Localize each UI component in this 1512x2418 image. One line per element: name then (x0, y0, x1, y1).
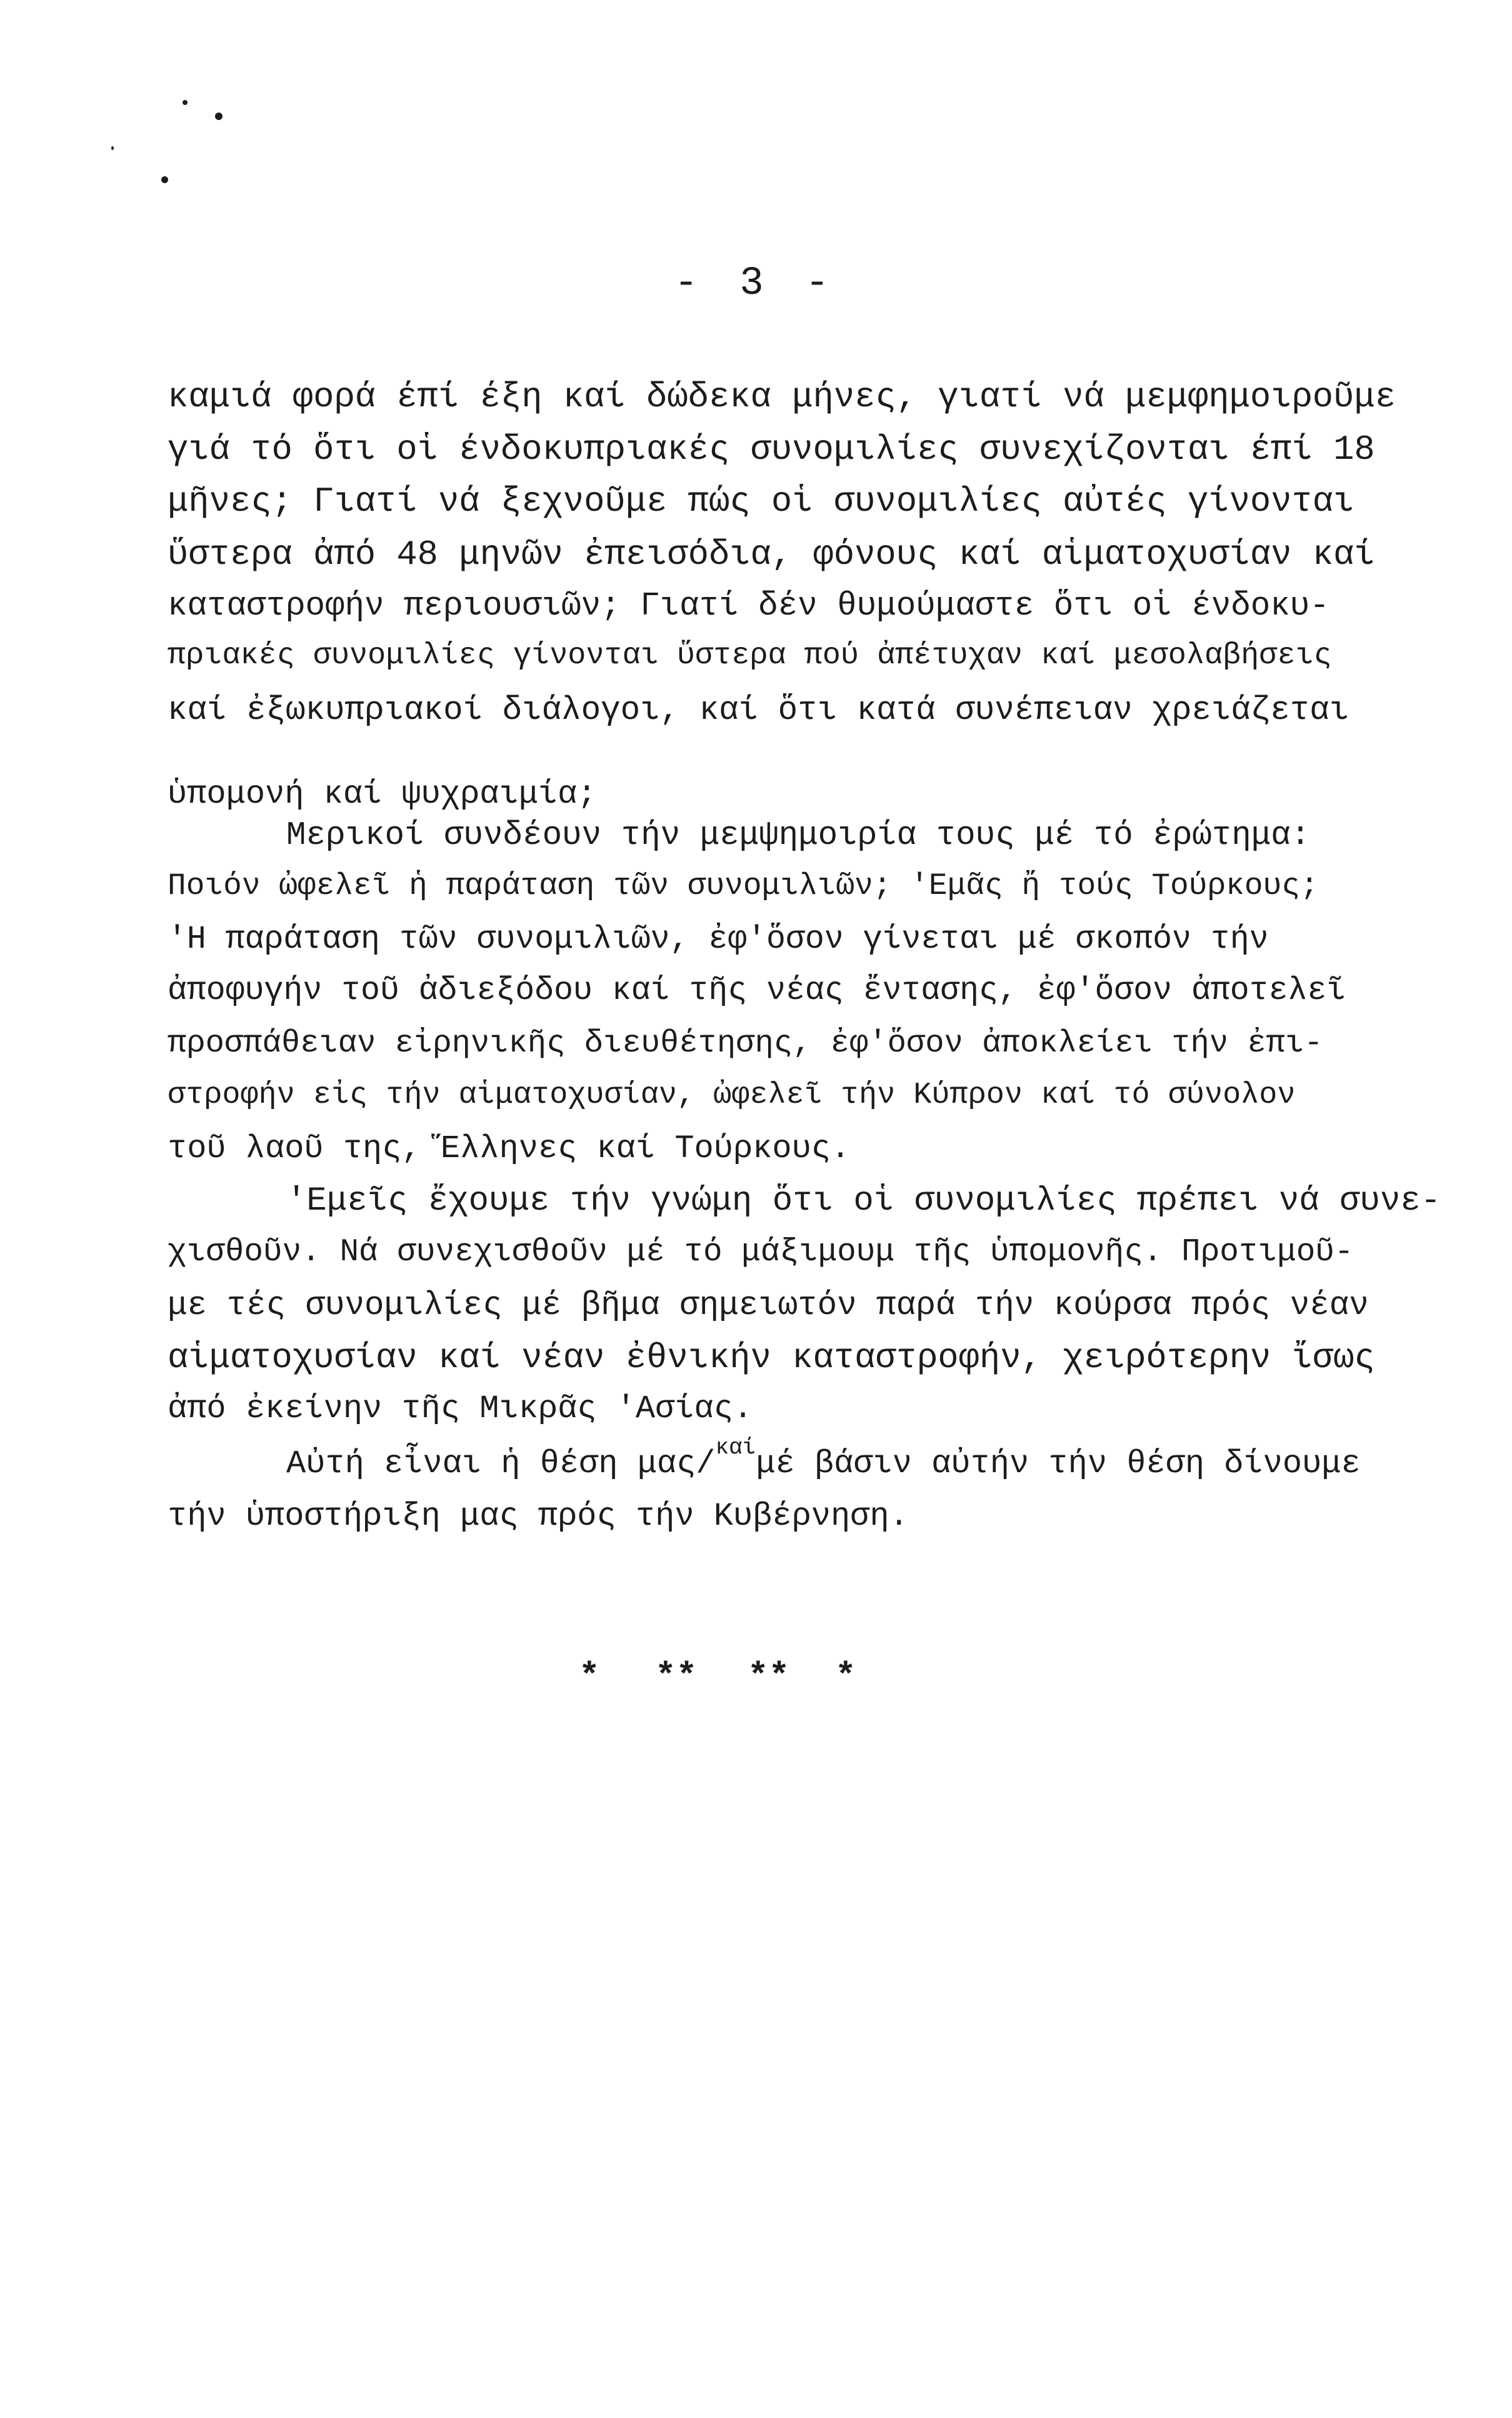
text-line: 'Εμεῖς ἔχουμε τήν γνώμη ὅτι οἱ συνομιλίες πρέπει νά συνε- (286, 1182, 1441, 1220)
text-line: χισθοῦν. Νά συνεχισθοῦν μέ τό μάξιμουμ τῆς ὑπομονῆς. Προτιμοῦ- (168, 1235, 1354, 1270)
separator-mark: ** (655, 1657, 698, 1697)
scan-speck (111, 146, 114, 150)
text-line: καί ἐξωκυπριακοί διάλογοι, καί ὅτι κατά συνέπειαν χρειάζεται (168, 691, 1349, 729)
text-line: ὕστερα ἀπό 48 μηνῶν ἐπεισόδια, φόνους καί αἱματοχυσίαν καί (168, 535, 1375, 574)
scan-speck (215, 113, 223, 120)
text-line: ὑπομονή καί ψυχραιμία; (168, 776, 597, 813)
text-line: ἀποφυγήν τοῦ ἀδιεξόδου καί τῆς νέας ἔντασης, ἐφ'ὅσον ἀποτελεῖ (168, 973, 1346, 1009)
text-fragment: μέ βάσιν αὐτήν τήν θέση δίνουμε (756, 1445, 1361, 1482)
scan-speck (161, 176, 168, 183)
text-line: τήν ὑποστήριξη μας πρός τήν Κυβέρνηση. (168, 1498, 909, 1535)
text-line: στροφήν εἰς τήν αἱματοχυσίαν, ὠφελεῖ τήν Κύπρον καί τό σύνολον (168, 1078, 1296, 1112)
text-line: με τές συνομιλίες μέ βῆμα σημειωτόν παρά τήν κούρσα πρός νέαν (168, 1287, 1369, 1324)
text-fragment: Αὐτή εἶναι ἡ θέση μας/ (286, 1445, 716, 1482)
separator-mark: * (835, 1657, 856, 1697)
handwritten-insertion: καί (715, 1435, 756, 1460)
text-line: τοῦ λαοῦ της, Ἕλληνες καί Τούρκους. (168, 1130, 851, 1167)
text-line: Μερικοί συνδέουν τήν μεμψημοιρία τους μέ τό ἐρώτημα: (286, 816, 1311, 854)
text-line: καμιά φορά έπί έξη καί δώδεκα μήνες, γιατί νά μεμφημοιροῦμε (168, 378, 1396, 417)
text-line: μῆνες; Γιατί νά ξεχνοῦμε πώς οἱ συνομιλίες αὐτές γίνονται (168, 482, 1354, 521)
text-line: γιά τό ὅτι οἱ ένδοκυπριακές συνομιλίες συνεχίζονται έπί 18 (168, 430, 1375, 469)
text-line: 'Η παράταση τῶν συνομιλιῶν, ἐφ'ὅσον γίνεται μέ σκοπόν τήν (168, 921, 1269, 958)
separator-mark: * (579, 1657, 600, 1697)
text-line: αἱματοχυσίαν καί νέαν ἐθνικήν καταστροφήν, χειρότερην ἴσως (168, 1338, 1375, 1378)
separator-mark: ** (748, 1657, 790, 1697)
scan-speck (183, 100, 188, 105)
text-line: καταστροφήν περιουσιῶν; Γιατί δέν θυμούμαστε ὅτι οἱ ένδοκυ- (168, 587, 1329, 625)
text-line: ἀπό ἐκείνην τῆς Μικρᾶς 'Ασίας. (168, 1390, 753, 1427)
text-line: Ποιόν ὠφελεῖ ἡ παράταση τῶν συνομιλιῶν; 'Εμᾶς ἤ τούς Τούρκους; (168, 868, 1319, 903)
text-line: πριακές συνομιλίες γίνονται ὕστερα πού ἀπέτυχαν καί μεσολαβήσεις (168, 638, 1332, 673)
page-number: - 3 - (674, 261, 838, 306)
text-line: προσπάθειαν εἰρηνικῆς διευθέτησης, ἐφ'ὅσον ἀποκλείει τήν ἐπι- (168, 1026, 1323, 1061)
